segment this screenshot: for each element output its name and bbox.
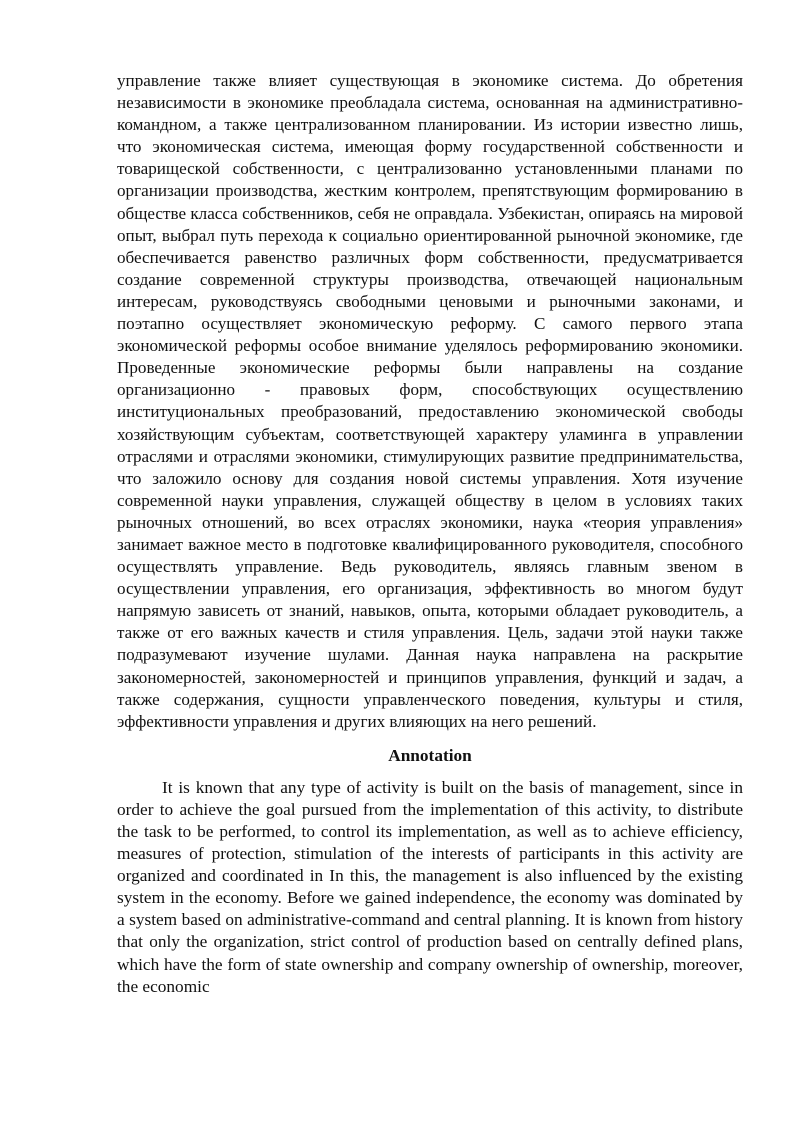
russian-paragraph: управление также влияет существующая в экономике система. До обретения независимости в экономике преобладала система, основанная на административно-командном, а также централизованном планировании. Из истории известно лишь, что экономическая система, имеющая форму государственной собственности и товарищеской собственности, с централизованно установленными планами по организации производства, жестким контролем, препятствующим формированию в обществе класса собственников, себя не оправдала. Узбекистан, опираясь на мировой опыт, выбрал путь перехода к социально ориентированной рыночной экономике, где обеспечивается равенство различных форм собственности, предусматривается создание современной структуры производства, отвечающей национальным интересам, руководствуясь свободными ценовыми и рыночными законами, и поэтапно осуществляет экономическую реформу. С самого первого этапа экономической реформы особое внимание уделялось реформированию экономики. Проведенные экономические реформы были направлены на создание организационно - правовых форм, способствующих осуществлению институциональных преобразований, предоставлению экономической свободы хозяйствующим субъектам, соответствующей характеру уламинга в управлении отраслями и отраслями экономики, стимулирующих развитие предпринимательства, что заложило основу для создания новой системы управления. Хотя изучение современной науки управления, служащей обществу в целом в условиях таких рыночных отношений, во всех отраслях экономики, наука «теория управления» занимает важное место в подготовке квалифицированного руководителя, способного осуществлять управление. Ведь руководитель, являясь главным звеном в осуществлении управления, его организация, эффективность во многом будут напрямую зависеть от знаний, навыков, опыта, которыми обладает руководитель, а также от его важных качеств и стиля управления. Цель, задачи этой науки также подразумевают изучение шулами. Данная наука направлена на раскрытие закономерностей, закономерностей и принципов управления, функций и задач, а также содержания, сущности управленческого поведения, культуры и стиля, эффективности управления и других влияющих на него решений. — [117, 71, 743, 731]
document-page — [117, 70, 743, 998]
annotation-paragraph: It is known that any type of activity is built on the basis of management, since in order to achieve the goal pursued from the implementation of this activity, to distribute the task to be performed, to control its implementation, as well as to achieve efficiency, measures of protection, stimulation of the interests of participants in this activity are organized and coordinated in In this, the management is also influenced by the existing system in the economy. Before we gained independence, the economy was dominated by a system based on administrative-command and central planning. It is known from history that only the organization, strict control of production based on centrally defined plans, which have the form of state ownership and company ownership of ownership, moreover, the economic — [117, 777, 743, 996]
annotation-heading: Annotation — [388, 745, 472, 765]
